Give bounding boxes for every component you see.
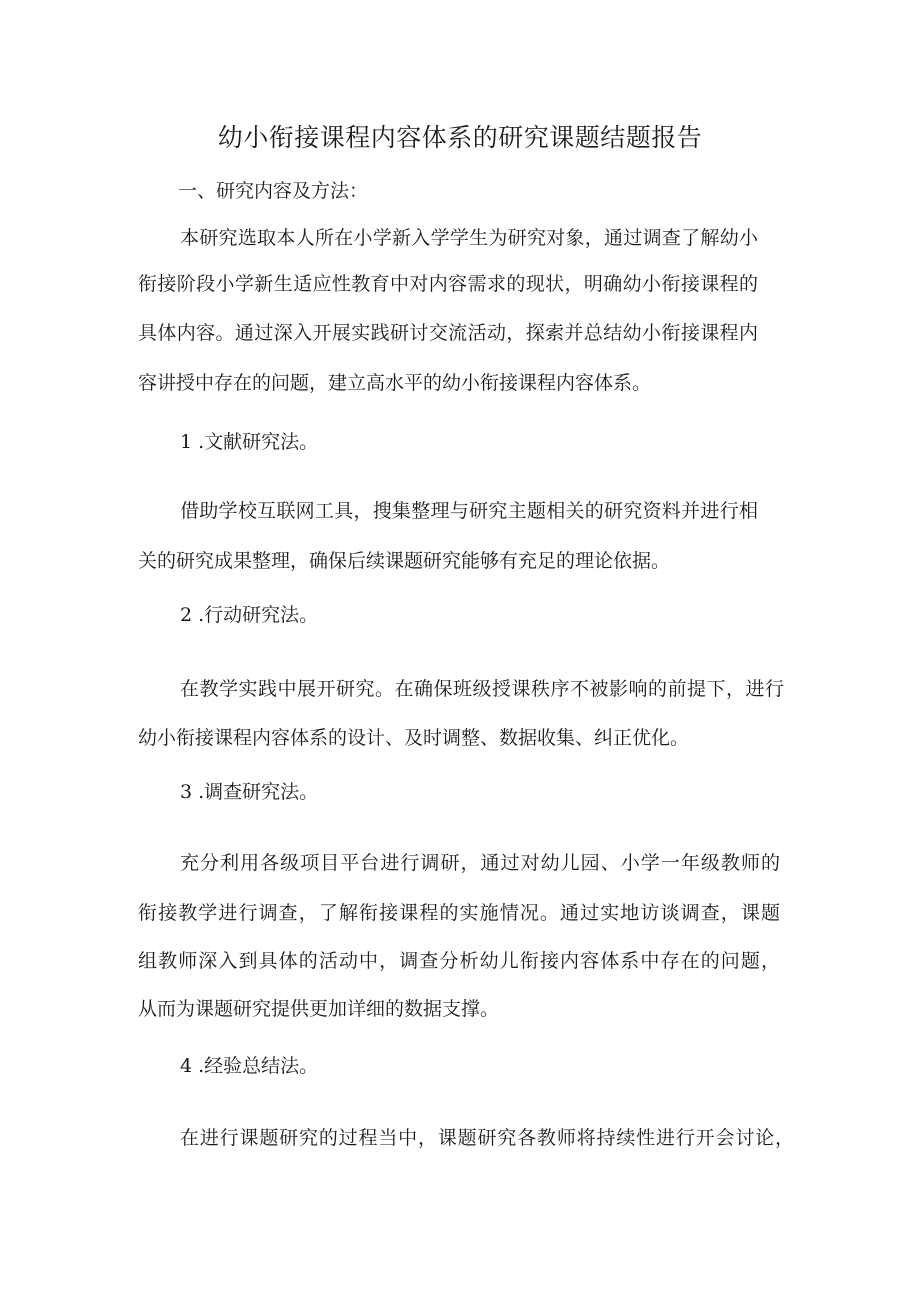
paragraph-line: 在教学实践中展开研究。在确保班级授课秩序不被影响的前提下，进行 [180,678,784,700]
paragraph-line: 在进行课题研究的过程当中，课题研究各教师将持续性进行开会讨论， [180,1127,794,1149]
paragraph-line: 关的研究成果整理，确保后续课题研究能够有充足的理论依据。 [138,550,671,572]
method-heading: 4 .经验总结法。 [180,1055,319,1077]
paragraph-line: 本研究选取本人所在小学新入学学生为研究对象，通过调查了解幼小 [180,227,758,249]
paragraph-line: 容讲授中存在的问题，建立高水平的幼小衔接课程内容体系。 [138,372,652,394]
paragraph-line: 充分利用各级项目平台进行调研，通过对幼儿园、小学一年级教师的 [180,852,780,874]
method-heading: 3 .调查研究法。 [180,781,319,803]
paragraph-line: 幼小衔接课程内容体系的设计、及时调整、数据收集、纠正优化。 [138,727,690,749]
paragraph-line: 衔接阶段小学新生适应性教育中对内容需求的现状，明确幼小衔接课程的 [138,273,758,295]
paragraph-line: 借助学校互联网工具，搜集整理与研究主题相关的研究资料并进行相 [180,500,758,522]
method-heading: 1 .文献研究法。 [180,431,319,453]
section-heading: 一、研究内容及方法： [178,180,369,202]
method-heading: 2 .行动研究法。 [180,604,319,626]
paragraph-line: 具体内容。通过深入开展实践研讨交流活动，探索并总结幼小衔接课程内 [138,322,758,344]
page-title: 幼小衔接课程内容体系的研究课题结题报告 [217,123,703,152]
paragraph-line: 从而为课题研究提供更加详细的数据支撑。 [138,998,500,1020]
paragraph-line: 组教师深入到具体的活动中，调查分析幼儿衔接内容体系中存在的问题， [138,950,780,972]
paragraph-line: 衔接教学进行调查，了解衔接课程的实施情况。通过实地访谈调查，课题 [138,902,780,924]
